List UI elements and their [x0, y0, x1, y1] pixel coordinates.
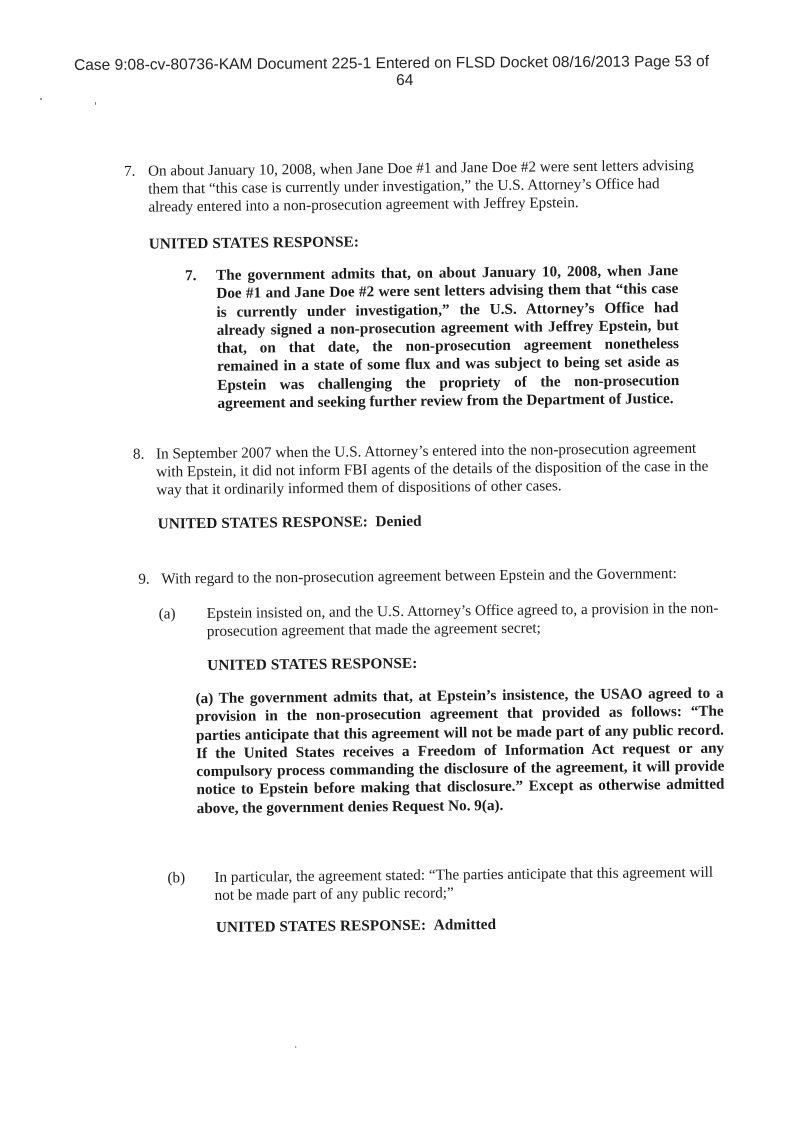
item-8-response-value: Denied	[375, 512, 422, 531]
item-9b-response-value: Admitted	[433, 916, 497, 934]
item-8-response	[158, 513, 422, 534]
item-9-text: With regard to the non-prosecution agreement between Epstein and the Government:	[161, 565, 677, 588]
item-8-text: In September 2007 when the U.S. Attorney’s entered into the non-prosecution agreement with Epstein, it did not inform FBI agents of the details of the disposition of the case in the way that it ordinarily informed them of dispositions of other cases.	[155, 439, 709, 499]
docket-header-line2: 64	[396, 71, 414, 90]
item-7-number: 7.	[123, 162, 136, 180]
item-9a-response-text: (a) The government admits that, at Epstein’s insistence, the USAO agreed to a provision in the non-prosecution agreement that provided as follows: “The parties anticipate that this agreement will not be made part of any public record. If the United States receives a Freedom of Information Act request or any compulsory process commanding the disclosure of the agreement, it will provide notice to Epstein before making that disclosure.” Except as otherwise admitted above, the government denies Request No. 9(a).	[195, 684, 725, 817]
item-9-number: 9.	[138, 570, 150, 588]
item-9a-response-label: UNITED STATES RESPONSE:	[207, 654, 418, 675]
item-9b-response-label: UNITED STATES RESPONSE:	[215, 916, 427, 936]
item-8-response-label: UNITED STATES RESPONSE:	[157, 513, 368, 533]
item-7-response-number: 7.	[185, 267, 197, 285]
item-9b-response	[216, 916, 496, 937]
item-7-response-label: UNITED STATES RESPONSE:	[148, 233, 360, 253]
item-9b-label: (b)	[167, 869, 186, 887]
item-9a-text: Epstein insisted on, and the U.S. Attorney’s Office agreed to, a provision in the non-prosecution agreement that made the agreement secret;	[206, 599, 719, 641]
item-9b-text: In particular, the agreement stated: “The parties anticipate that this agreement will not be made part of any public record;”	[214, 863, 714, 904]
docket-header-line1: Case 9:08-cv-80736-KAM Document 225-1 Entered on FLSD Docket 08/16/2013 Page 53 of	[74, 53, 710, 74]
item-8-number: 8.	[132, 445, 145, 463]
item-7-text: On about January 10, 2008, when Jane Doe #1 and Jane Doe #2 were sent letters advising them that “this case is currently under investigation,” the U.S. Attorney’s Office had already entered into a non-prosecution agreement with Jeffrey Epstein.	[147, 156, 694, 216]
item-9a-label: (a)	[158, 605, 176, 623]
item-7-response-text: The government admits that, on about January 10, 2008, when Jane Doe #1 and Jane Doe #2 were sent letters advising them that “this case is currently under investigation,” the U.S. Attorney’s Office had already signed a non-prosecution agreement with Jeffrey Epstein, but that, on that date, the non-prosecution agreement nonetheless remained in a state of some flux and was subject to being set aside as Epstein was challenging the propriety of the non-prosecution agreement and seeking further review from the Department of Justice.	[216, 262, 680, 412]
scan-speck	[295, 1046, 296, 1048]
